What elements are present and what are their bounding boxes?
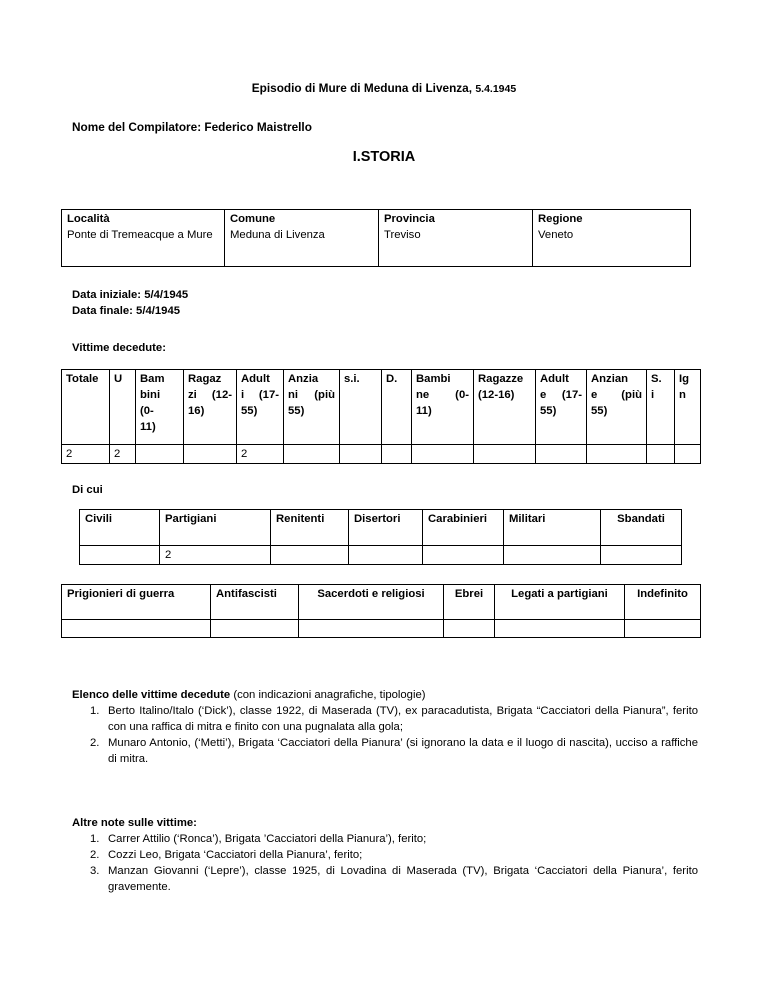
prisoners-header-indefinito: Indefinito <box>625 585 701 620</box>
prisoners-header-antifascisti: Antifascisti <box>211 585 299 620</box>
victims-value-ragazzi <box>184 445 237 464</box>
victims-header-ign: Ig n <box>675 370 701 445</box>
victims-value-anziani <box>284 445 340 464</box>
prisoners-value-sacerdoti <box>299 620 444 638</box>
victims-header-anziane: Anzian e (più 55) <box>587 370 647 445</box>
date-end: Data finale: 5/4/1945 <box>72 305 181 317</box>
victims-header-u: U <box>110 370 136 445</box>
victims-header-ragazzi: Ragaz zi (12- 16) <box>184 370 237 445</box>
categories-header-renitenti: Renitenti <box>271 510 349 546</box>
di-cui-label: Di cui <box>72 484 103 496</box>
prisoners-header-prigionieri: Prigionieri di guerra <box>62 585 211 620</box>
victims-header-adulti: Adult i (17- 55) <box>237 370 284 445</box>
categories-header-disertori: Disertori <box>349 510 423 546</box>
victims-value-d <box>382 445 412 464</box>
victims-list-heading: Elenco delle vittime decedute (con indicazioni anagrafiche, tipologie) <box>72 689 426 701</box>
victims-header-ragazze: Ragazze (12-16) <box>474 370 536 445</box>
categories-header-partigiani: Partigiani <box>160 510 271 546</box>
categories-header-sbandati: Sbandati <box>601 510 682 546</box>
victims-header-bambini: Bam bini (0- 11) <box>136 370 184 445</box>
victims-value-si <box>340 445 382 464</box>
victims-value-totale: 2 <box>62 445 110 464</box>
victims-list-item: 2. Munaro Antonio, (‘Metti’), Brigata ‘Cacciatori della Pianura’ (si ignorano la data e il luogo di nascita), ucciso a raffiche di mitra. <box>90 737 698 765</box>
location-cell-provincia: Provincia Treviso <box>379 210 533 267</box>
victims-header-bambine: Bambi ne (0- 11) <box>412 370 474 445</box>
location-table <box>61 209 691 267</box>
victims-value-ign <box>675 445 701 464</box>
section-title: I.STORIA <box>352 149 416 165</box>
categories-value-disertori <box>349 546 423 565</box>
victims-value-ragazze <box>474 445 536 464</box>
victims-value-adulte <box>536 445 587 464</box>
victims-value-si-f <box>647 445 675 464</box>
categories-value-carabinieri <box>423 546 504 565</box>
prisoners-value-antifascisti <box>211 620 299 638</box>
other-notes-heading: Altre note sulle vittime: <box>72 817 197 829</box>
prisoners-header-legati: Legati a partigiani <box>495 585 625 620</box>
victims-value-u: 2 <box>110 445 136 464</box>
victims-list-item: 1. Berto Italino/Italo (‘Dick’), classe 1922, di Maserada (TV), ex paracadutista, Brigata “Cacciatori della Pianura”, ferito con una raffica di mitra e finito con una pugnalata alla gola; <box>90 705 698 733</box>
victims-value-adulti: 2 <box>237 445 284 464</box>
other-notes-section <box>72 815 698 895</box>
categories-header-civili: Civili <box>80 510 160 546</box>
other-notes-item: 1. Carrer Attilio (‘Ronca’), Brigata ’Cacciatori della Pianura’), ferito; <box>90 833 427 845</box>
categories-value-militari <box>504 546 601 565</box>
episode-date: 5.4.1945 <box>475 83 517 95</box>
location-cell-comune: Comune Meduna di Livenza <box>225 210 379 267</box>
victims-value-anziane <box>587 445 647 464</box>
victims-header-d: D. <box>382 370 412 445</box>
categories-table <box>79 509 682 565</box>
prisoners-value-legati <box>495 620 625 638</box>
victims-header-adulte: Adult e (17- 55) <box>536 370 587 445</box>
categories-value-civili <box>80 546 160 565</box>
categories-header-carabinieri: Carabinieri <box>423 510 504 546</box>
victims-label: Vittime decedute: <box>72 342 166 354</box>
victims-value-bambini <box>136 445 184 464</box>
categories-value-sbandati <box>601 546 682 565</box>
categories-header-militari: Militari <box>504 510 601 546</box>
episode-title: Episodio di Mure di Meduna di Livenza, 5.4.1945 <box>251 81 517 95</box>
location-cell-regione: Regione Veneto <box>533 210 691 267</box>
prisoners-table <box>61 584 701 638</box>
location-cell-localita: Località Ponte di Tremeacque a Mure <box>62 210 225 267</box>
victims-header-si-f: S. i <box>647 370 675 445</box>
other-notes-item: 3. Manzan Giovanni (‘Lepre’), classe 1925, di Lovadina di Maserada (TV), Brigata ‘Cacciatori della Pianura’, ferito gravemente. <box>90 865 698 893</box>
victims-header-anziani: Anzia ni (più 55) <box>284 370 340 445</box>
victims-table <box>61 369 701 464</box>
compiler-label: Nome del Compilatore: Federico Maistrello <box>72 120 312 134</box>
categories-value-partigiani: 2 <box>160 546 271 565</box>
prisoners-header-sacerdoti: Sacerdoti e religiosi <box>299 585 444 620</box>
prisoners-value-prigionieri <box>62 620 211 638</box>
victims-header-si: s.i. <box>340 370 382 445</box>
prisoners-value-ebrei <box>444 620 495 638</box>
victims-list-section <box>72 687 698 767</box>
categories-value-renitenti <box>271 546 349 565</box>
prisoners-header-ebrei: Ebrei <box>444 585 495 620</box>
date-start: Data iniziale: 5/4/1945 <box>72 289 189 301</box>
prisoners-value-indefinito <box>625 620 701 638</box>
victims-value-bambine <box>412 445 474 464</box>
victims-header-totale: Totale <box>62 370 110 445</box>
other-notes-item: 2. Cozzi Leo, Brigata ‘Cacciatori della Pianura’, ferito; <box>90 849 363 861</box>
